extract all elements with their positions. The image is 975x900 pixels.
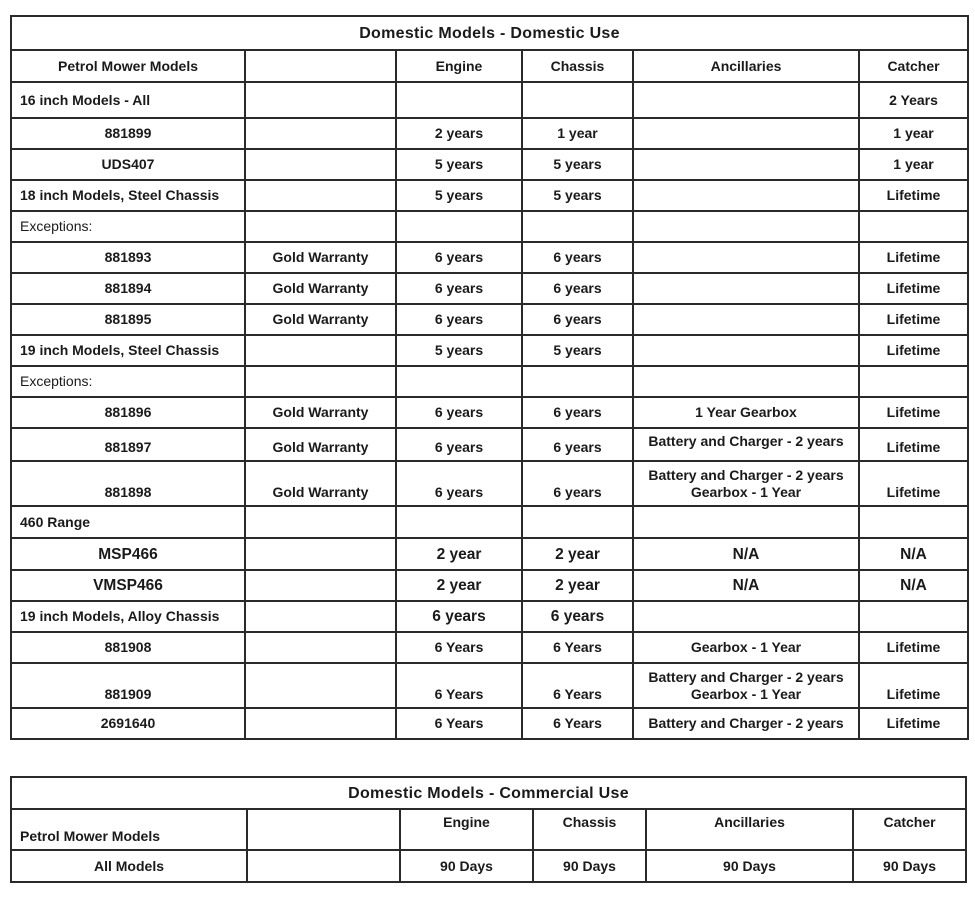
engine-cell: 5 years	[396, 149, 522, 180]
engine-cell: 6 years	[396, 601, 522, 632]
col-header-blank	[247, 809, 400, 850]
engine-cell	[396, 366, 522, 397]
engine-cell: 6 years	[396, 242, 522, 273]
warranty-cell: Gold Warranty	[245, 304, 396, 335]
ancillaries-cell	[633, 601, 859, 632]
catcher-cell: Lifetime	[859, 335, 968, 366]
col-header-chassis: Chassis	[533, 809, 646, 850]
chassis-cell	[522, 366, 633, 397]
ancillaries-line-1: Battery and Charger - 2 years	[648, 668, 844, 685]
chassis-cell: 5 years	[522, 335, 633, 366]
ancillaries-cell	[633, 366, 859, 397]
engine-cell: 2 year	[396, 538, 522, 570]
catcher-cell: Lifetime	[859, 273, 968, 304]
model-cell: 881897	[11, 428, 245, 461]
model-cell: 881896	[11, 397, 245, 428]
table-row	[11, 273, 968, 304]
ancillaries-cell: N/A	[633, 538, 859, 570]
ancillaries-cell	[633, 461, 859, 506]
model-cell: 18 inch Models, Steel Chassis	[11, 180, 245, 211]
engine-cell: 6 Years	[396, 663, 522, 708]
engine-cell: 6 Years	[396, 708, 522, 739]
warranty-cell	[245, 211, 396, 242]
table-row	[11, 82, 968, 118]
chassis-cell: 1 year	[522, 118, 633, 149]
chassis-cell	[522, 82, 633, 118]
ancillaries-cell	[633, 304, 859, 335]
warranty-cell	[245, 538, 396, 570]
ancillaries-cell: 90 Days	[646, 850, 853, 882]
engine-cell: 2 years	[396, 118, 522, 149]
table-row	[11, 570, 968, 601]
ancillaries-cell	[633, 242, 859, 273]
catcher-cell: Lifetime	[859, 428, 968, 461]
warranty-cell	[245, 663, 396, 708]
table-row	[11, 538, 968, 570]
warranty-cell	[245, 335, 396, 366]
col-header-catcher: Catcher	[853, 809, 966, 850]
catcher-cell: 2 Years	[859, 82, 968, 118]
commercial-use-table	[10, 776, 967, 883]
table-row	[11, 149, 968, 180]
model-cell: UDS407	[11, 149, 245, 180]
chassis-cell: 90 Days	[533, 850, 646, 882]
table-row	[11, 461, 968, 506]
model-cell: Exceptions:	[11, 366, 245, 397]
chassis-cell: 6 years	[522, 428, 633, 461]
table-title: Domestic Models - Commercial Use	[11, 777, 966, 809]
chassis-cell: 6 years	[522, 273, 633, 304]
col-header-blank	[245, 50, 396, 82]
ancillaries-cell	[633, 273, 859, 304]
chassis-cell: 6 years	[522, 461, 633, 506]
model-cell: 19 inch Models, Steel Chassis	[11, 335, 245, 366]
warranty-cell	[245, 632, 396, 663]
warranty-cell: Gold Warranty	[245, 273, 396, 304]
ancillaries-cell: Gearbox - 1 Year	[633, 632, 859, 663]
table-row	[11, 335, 968, 366]
chassis-cell: 5 years	[522, 180, 633, 211]
ancillaries-cell: 1 Year Gearbox	[633, 397, 859, 428]
ancillaries-cell	[633, 82, 859, 118]
warranty-cell: Gold Warranty	[245, 397, 396, 428]
table-row	[11, 397, 968, 428]
engine-cell: 6 Years	[396, 632, 522, 663]
chassis-cell: 2 year	[522, 538, 633, 570]
table-row	[11, 632, 968, 663]
table-row	[11, 180, 968, 211]
catcher-cell	[859, 506, 968, 538]
warranty-cell: Gold Warranty	[245, 461, 396, 506]
warranty-cell	[245, 601, 396, 632]
catcher-cell: Lifetime	[859, 397, 968, 428]
model-cell: Exceptions:	[11, 211, 245, 242]
warranty-cell	[245, 708, 396, 739]
table-row	[11, 708, 968, 739]
engine-cell: 2 year	[396, 570, 522, 601]
catcher-cell: Lifetime	[859, 304, 968, 335]
warranty-cell	[245, 82, 396, 118]
col-header-engine: Engine	[400, 809, 533, 850]
warranty-cell	[245, 506, 396, 538]
model-cell: MSP466	[11, 538, 245, 570]
ancillaries-cell	[633, 506, 859, 538]
col-header-chassis: Chassis	[522, 50, 633, 82]
warranty-cell	[245, 149, 396, 180]
header-row	[11, 809, 966, 850]
warranty-cell: Gold Warranty	[245, 428, 396, 461]
engine-cell: 5 years	[396, 335, 522, 366]
engine-cell: 90 Days	[400, 850, 533, 882]
catcher-cell: 1 year	[859, 118, 968, 149]
table-row	[11, 601, 968, 632]
engine-cell: 6 years	[396, 304, 522, 335]
model-cell: VMSP466	[11, 570, 245, 601]
ancillaries-cell: N/A	[633, 570, 859, 601]
catcher-cell	[859, 601, 968, 632]
domestic-use-table	[10, 15, 969, 740]
col-header-models: Petrol Mower Models	[11, 809, 247, 850]
chassis-cell	[522, 211, 633, 242]
model-cell: 881899	[11, 118, 245, 149]
engine-cell: 6 years	[396, 397, 522, 428]
engine-cell: 6 years	[396, 461, 522, 506]
catcher-cell: Lifetime	[859, 663, 968, 708]
warranty-cell	[247, 850, 400, 882]
catcher-cell: N/A	[859, 570, 968, 601]
chassis-cell: 6 years	[522, 601, 633, 632]
catcher-cell: Lifetime	[859, 632, 968, 663]
col-header-catcher: Catcher	[859, 50, 968, 82]
chassis-cell: 6 years	[522, 304, 633, 335]
col-header-models: Petrol Mower Models	[11, 50, 245, 82]
model-cell: 881909	[11, 663, 245, 708]
catcher-cell	[859, 366, 968, 397]
catcher-cell	[859, 211, 968, 242]
model-cell: 881908	[11, 632, 245, 663]
chassis-cell	[522, 506, 633, 538]
warranty-cell	[245, 570, 396, 601]
model-cell: 881894	[11, 273, 245, 304]
warranty-cell	[245, 180, 396, 211]
chassis-cell: 6 years	[522, 397, 633, 428]
catcher-cell: 90 Days	[853, 850, 966, 882]
model-cell: 881898	[11, 461, 245, 506]
ancillaries-cell: Battery and Charger - 2 years	[633, 708, 859, 739]
ancillaries-cell	[633, 149, 859, 180]
table-title: Domestic Models - Domestic Use	[11, 16, 968, 50]
warranty-cell: Gold Warranty	[245, 242, 396, 273]
table-row	[11, 304, 968, 335]
chassis-cell: 6 Years	[522, 663, 633, 708]
model-cell: 19 inch Models, Alloy Chassis	[11, 601, 245, 632]
ancillaries-cell: Battery and Charger - 2 years	[633, 428, 859, 461]
table-row	[11, 211, 968, 242]
table-row	[11, 366, 968, 397]
table-row	[11, 118, 968, 149]
ancillaries-line-2: Gearbox - 1 Year	[690, 483, 802, 500]
ancillaries-cell	[633, 335, 859, 366]
chassis-cell: 6 years	[522, 242, 633, 273]
ancillaries-cell	[633, 180, 859, 211]
chassis-cell: 6 Years	[522, 632, 633, 663]
table-row	[11, 663, 968, 708]
model-cell: 460 Range	[11, 506, 245, 538]
warranty-cell	[245, 118, 396, 149]
catcher-cell: N/A	[859, 538, 968, 570]
warranty-cell	[245, 366, 396, 397]
table-row	[11, 506, 968, 538]
engine-cell: 6 years	[396, 273, 522, 304]
ancillaries-cell	[633, 118, 859, 149]
header-row	[11, 50, 968, 82]
ancillaries-line-2: Gearbox - 1 Year	[690, 685, 802, 702]
ancillaries-cell	[633, 663, 859, 708]
catcher-cell: Lifetime	[859, 708, 968, 739]
table-row	[11, 242, 968, 273]
engine-cell: 6 years	[396, 428, 522, 461]
catcher-cell: Lifetime	[859, 242, 968, 273]
model-cell: 881895	[11, 304, 245, 335]
ancillaries-cell	[633, 211, 859, 242]
catcher-cell: 1 year	[859, 149, 968, 180]
catcher-cell: Lifetime	[859, 461, 968, 506]
model-cell: 881893	[11, 242, 245, 273]
table-row	[11, 850, 966, 882]
ancillaries-line-1: Battery and Charger - 2 years	[648, 466, 844, 483]
engine-cell	[396, 82, 522, 118]
model-cell: 2691640	[11, 708, 245, 739]
model-cell: All Models	[11, 850, 247, 882]
col-header-ancillaries: Ancillaries	[633, 50, 859, 82]
engine-cell: 5 years	[396, 180, 522, 211]
chassis-cell: 6 Years	[522, 708, 633, 739]
chassis-cell: 5 years	[522, 149, 633, 180]
model-cell: 16 inch Models - All	[11, 82, 245, 118]
chassis-cell: 2 year	[522, 570, 633, 601]
engine-cell	[396, 211, 522, 242]
col-header-ancillaries: Ancillaries	[646, 809, 853, 850]
catcher-cell: Lifetime	[859, 180, 968, 211]
col-header-engine: Engine	[396, 50, 522, 82]
engine-cell	[396, 506, 522, 538]
table-row	[11, 428, 968, 461]
